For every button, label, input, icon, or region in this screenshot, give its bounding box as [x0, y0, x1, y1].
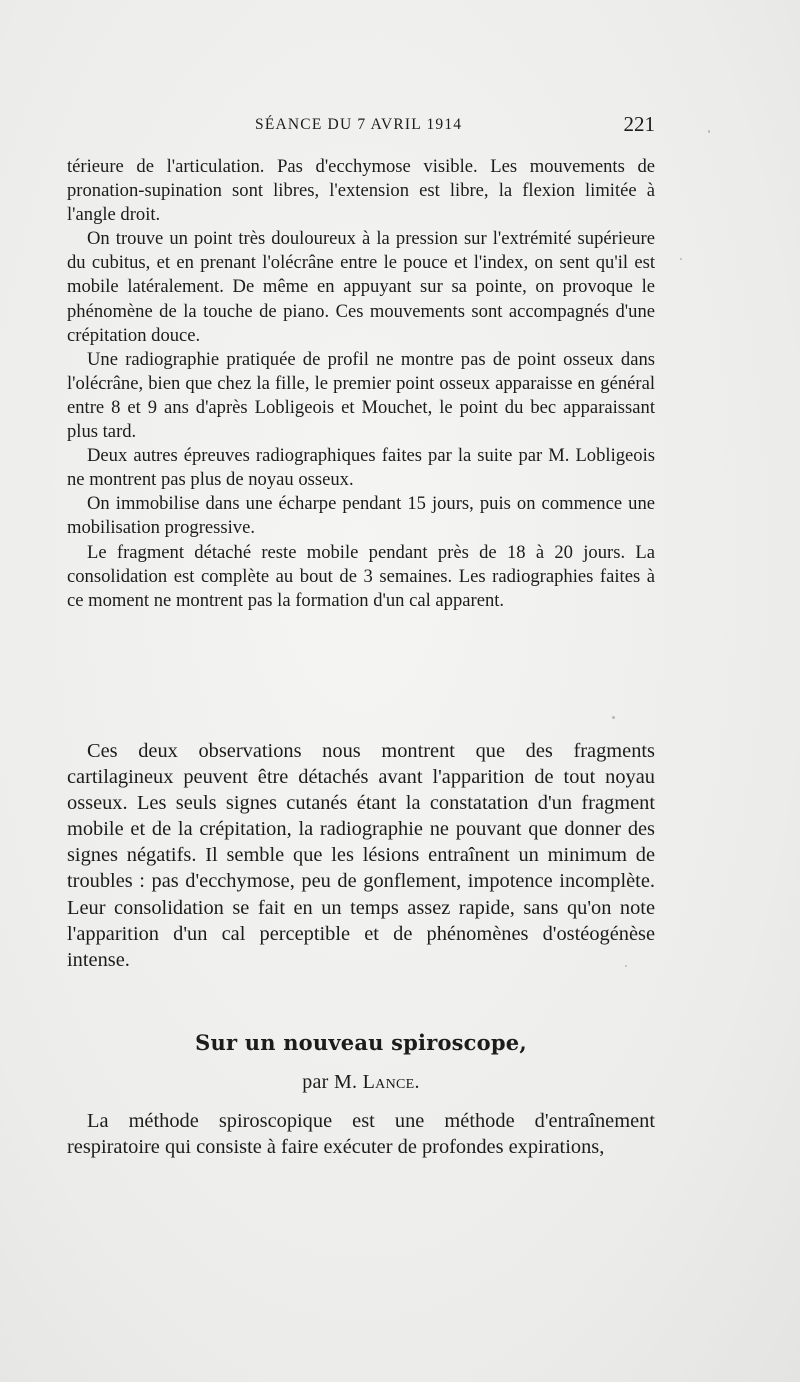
- paper-speck: [680, 258, 682, 260]
- paragraph: On trouve un point très douloureux à la pression sur l'extrémité supérieure du cubitus, et en prenant l'olécrâne entre le pouce et l'index, on sent qu'il est mobile latéralement. De même en appuyant sur sa pointe, on provoque le phénomène de la touche de piano. Ces mouvements sont accompagnés d'une crépitation douce.: [67, 228, 655, 346]
- author-name: Lance.: [362, 1071, 420, 1093]
- observation-text: [67, 155, 655, 613]
- page-header: [255, 112, 655, 144]
- author-prefix: par M.: [302, 1071, 358, 1093]
- paragraph: On immobilise dans une écharpe pendant 15 jours, puis on commence une mobilisation progressive.: [67, 493, 655, 539]
- article-author: [67, 1071, 655, 1094]
- paper-speck: [625, 965, 627, 967]
- paragraph: Ces deux observations nous montrent que des fragments cartilagineux peuvent être détachés avant l'apparition de tout noyau osseux. Les seuls signes cutanés étant la constatation d'un fragment mobile et de la crépitation, la radiographie ne pouvant que donner des signes négatifs. Il semble que les lésions entraînent un minimum de troubles : pas d'ecchymose, peu de gonflement, impotence incomplète. Leur consolidation se fait en un temps assez rapide, sans qu'on note l'apparition d'un cal perceptible et de phénomènes d'ostéogénèse intense.: [67, 740, 655, 971]
- paper-speck: [612, 716, 615, 719]
- page-number: 221: [623, 112, 655, 136]
- paragraph: térieure de l'articulation. Pas d'ecchymose visible. Les mouvements de pronation-supination sont libres, l'extension est libre, la flexion limitée à l'angle droit.: [67, 156, 655, 226]
- conclusion-text: [67, 738, 655, 973]
- paragraph: Le fragment détaché reste mobile pendant près de 18 à 20 jours. La consolidation est complète au bout de 3 semaines. Les radiographies faites à ce moment ne montrent pas la formation d'un cal apparent.: [67, 541, 655, 611]
- running-head: SÉANCE DU 7 AVRIL 1914: [255, 116, 463, 133]
- paper-speck: [708, 130, 710, 133]
- paragraph: Une radiographie pratiquée de profil ne montre pas de point osseux dans l'olécrâne, bien que chez la fille, le premier point osseux apparaisse en général entre 8 et 9 ans d'après Lobligeois et Mouchet, le point du bec apparaissant plus tard.: [67, 348, 655, 443]
- article-text: [67, 1108, 655, 1160]
- paragraph: La méthode spiroscopique est une méthode d'entraînement respiratoire qui consiste à faire exécuter de profondes expirations,: [67, 1110, 655, 1159]
- paragraph: Deux autres épreuves radiographiques faites par la suite par M. Lobligeois ne montrent pas plus de noyau osseux.: [67, 445, 655, 491]
- article-title: Sur un nouveau spiroscope,: [195, 1030, 527, 1055]
